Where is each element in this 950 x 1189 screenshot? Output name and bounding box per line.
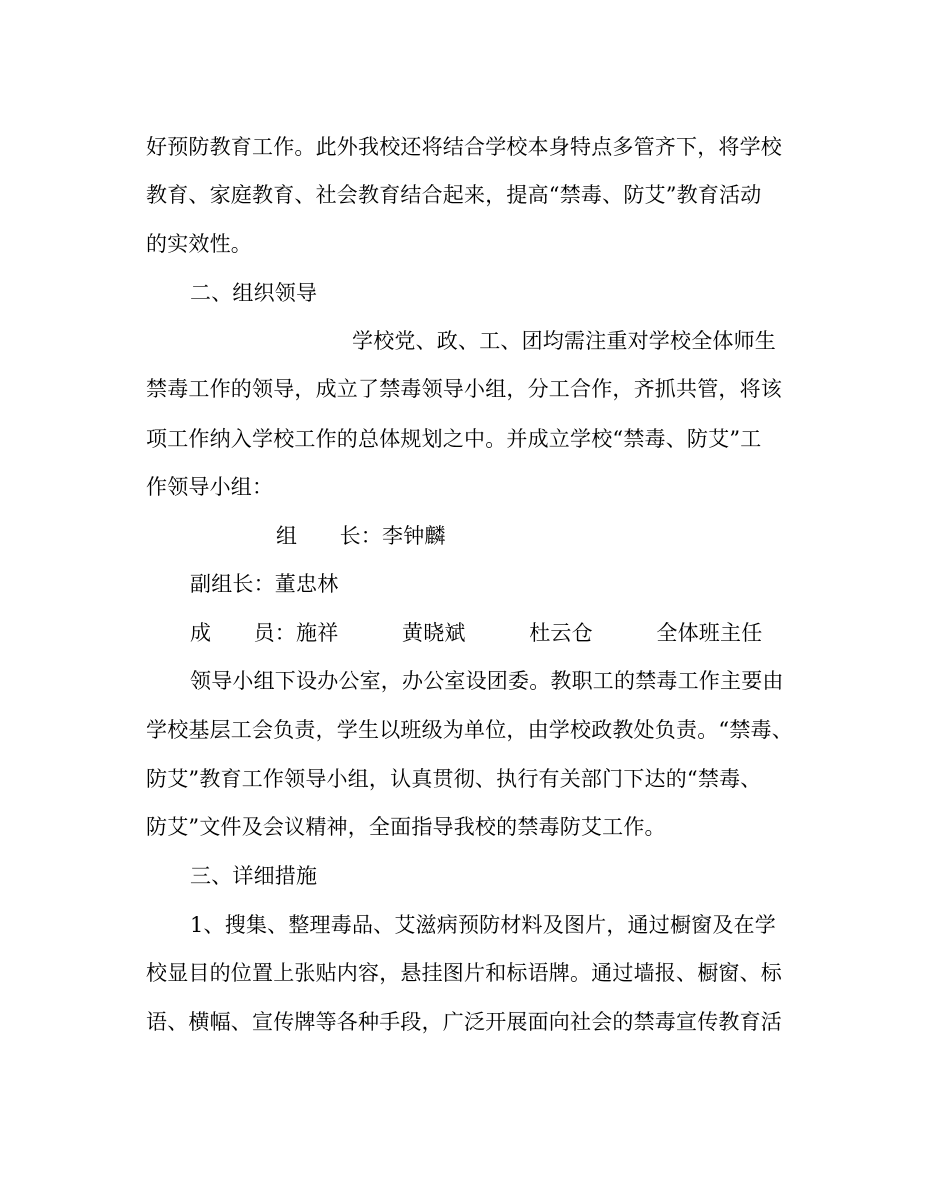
text-line: 项工作纳入学校工作的总体规划之中。并成立学校“禁毒、防艾”工 [146, 427, 762, 451]
deputy-leader-line: 副组长：董忠林 [190, 572, 339, 596]
text-line: 防艾”教育工作领导小组，认真贯彻、执行有关部门下达的“禁毒、 [146, 767, 762, 791]
members-line: 成 员：施祥 黄晓斌 杜云仓 全体班主任 [190, 621, 763, 645]
text-line: 的实效性。 [146, 232, 252, 256]
text-line: 1、搜集、整理毒品、艾滋病预防材料及图片，通过橱窗及在学 [190, 913, 776, 937]
text-line: 学校党、政、工、团均需注重对学校全体师生 [352, 329, 776, 353]
text-line: 教育、家庭教育、社会教育结合起来，提高“禁毒、防艾”教育活动 [146, 183, 762, 207]
section-heading: 三、详细措施 [190, 864, 318, 888]
text-line: 校显目的位置上张贴内容，悬挂图片和标语牌。通过墙报、橱窗、标 [146, 961, 782, 985]
text-line: 禁毒工作的领导，成立了禁毒领导小组，分工合作，齐抓共管，将该 [146, 377, 782, 401]
text-line: 领导小组下设办公室，办公室设团委。教职工的禁毒工作主要由 [190, 669, 784, 693]
section-heading: 二、组织领导 [190, 281, 318, 305]
text-line: 好预防教育工作。此外我校还将结合学校本身特点多管齐下，将学校 [146, 135, 782, 159]
text-line: 学校基层工会负责，学生以班级为单位，由学校政教处负责。“禁毒、 [146, 718, 793, 742]
team-leader-line: 组 长：李钟麟 [276, 524, 446, 548]
text-line: 语、横幅、宣传牌等各种手段，广泛开展面向社会的禁毒宣传教育活 [146, 1010, 782, 1034]
text-line: 作领导小组： [146, 475, 274, 499]
text-line: 防艾”文件及会议精神，全面指导我校的禁毒防艾工作。 [146, 815, 666, 839]
